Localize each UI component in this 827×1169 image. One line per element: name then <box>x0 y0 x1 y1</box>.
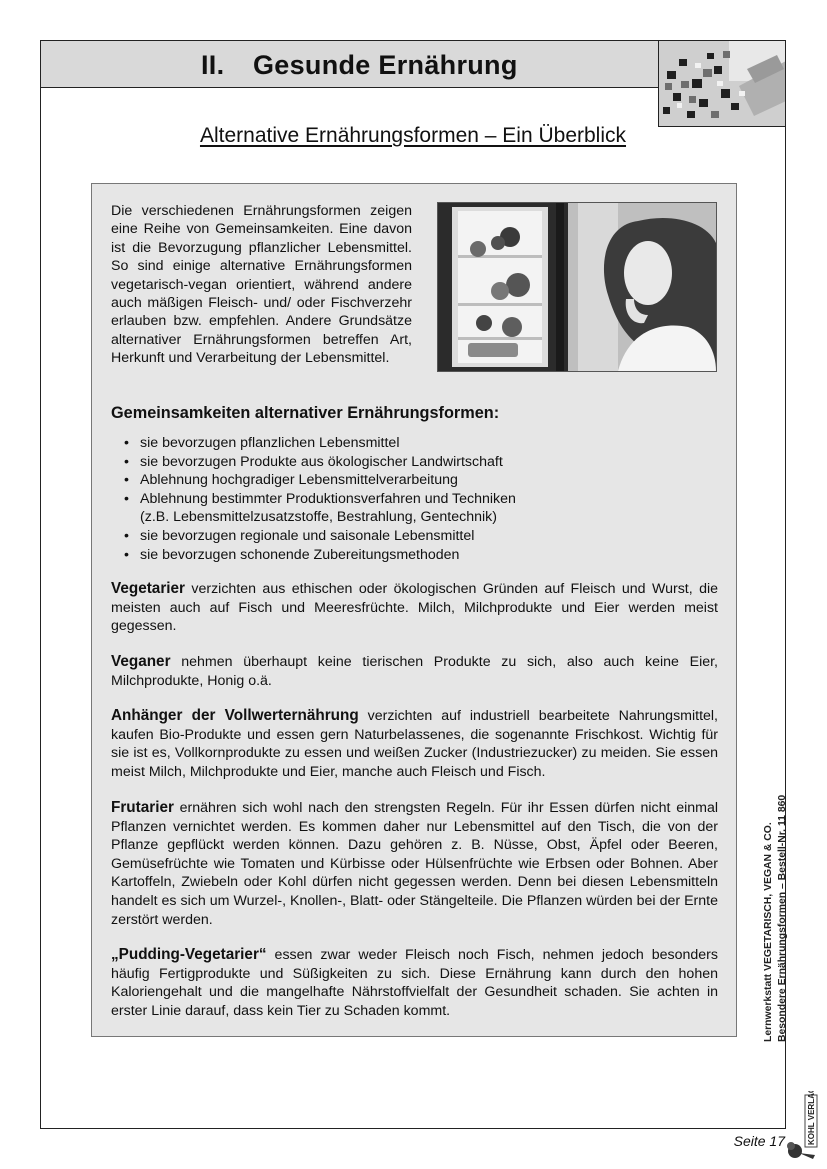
chapter-header <box>41 41 658 88</box>
chapter-title-text: Gesunde Ernährung <box>253 50 518 80</box>
term-pudding-vegetarier: „Pudding-Vegetarier“ <box>111 946 267 963</box>
intro-paragraph: Die verschiedenen Ernährungsformen zeigen eine Reihe von Gemeinsamkeiten. Eine davon ist die Bevorzugung pflanzlicher Lebensmittel. So sind einige alternative Ernährungsformen vegetarisch-vegan orientiert, während andere auch mäßigen Fleisch- und/ oder Fischverzehr erlauben bzw. empfehlen. Andere Grundsätze alternativer Ernährungsformen betreffen Art, Herkunft und Verarbeitung der Lebensmittel. <box>111 203 412 367</box>
section-veganer <box>111 653 718 690</box>
side-imprint-line1: Lernwerkstatt VEGETARISCH, VEGAN & CO. <box>763 822 774 1042</box>
common-heading: Gemeinsamkeiten alternativer Ernährungsformen: <box>111 404 500 422</box>
side-imprint <box>762 794 798 1042</box>
page-subtitle <box>41 124 785 148</box>
text-vollwert: verzichten auf industriell bearbeitete Nahrungsmittel, kaufen Bio-Produkte und essen gern Naturbelassenes, die sogenannte Frischkost. Wichtig für sie ist es, Vollkornprodukte zu essen und weißen Zucker (Industriezucker) zu meiden. Sie essen meist Milch, Milchprodukte und Eier, manche auch Fleisch und Fisch. <box>111 708 719 780</box>
content-box <box>91 183 737 1037</box>
section-pudding-vegetarier <box>111 946 718 1020</box>
term-vollwert: Anhänger der Vollwerternährung <box>111 707 359 724</box>
list-item: • sie bevorzugen regionale und saisonale Lebensmittel <box>124 527 724 546</box>
text-frutarier: ernähren sich wohl nach den strengsten Regeln. Für ihr Essen dürfen nicht einmal Pflanzen vernichtet werden. Es kommen daher nur Lebensmittel auf den Tisch, die von der Pflanze gepflückt werden können. Dazu gehören z. B. Nüsse, Obst, Äpfel oder Beeren, Gemüsefrüchte wie Tomaten und Kürbisse oder Hülsenfrüchte wie Erbsen oder Bohnen. Aber Kartoffeln, Zwiebeln oder Kohl dürfen nicht gegessen werden. Denn bei diesen Lebensmitteln handelt es sich um Wurzel-, Knollen-, Blatt- oder Stängelteile. Die Pflanzen würden bei der Ernte zerstört werden. <box>111 800 718 928</box>
term-vegetarier: Vegetarier <box>111 580 185 597</box>
publisher-logo <box>785 1091 819 1161</box>
page-number: Seite 17 <box>733 1133 785 1149</box>
list-item: • Ablehnung bestimmter Produktionsverfahren und Techniken <box>124 490 724 509</box>
list-item: • sie bevorzugen schonende Zubereitungsmethoden <box>124 546 724 565</box>
side-imprint-line2: Besondere Ernährungsformen – Bestell-Nr. 11 860 <box>777 794 788 1042</box>
subtitle-text: Alternative Ernährungsformen – Ein Überblick <box>199 124 627 147</box>
text-vegetarier: verzichten aus ethischen oder ökologischen Gründen auf Fleisch und Wurst, die meisten auch auf Fisch und Meeresfrüchte. Milch, Milchprodukte und Eier werden meist gegessen. <box>111 581 718 635</box>
text-pudding-vegetarier: essen zwar weder Fleisch noch Fisch, nehmen jedoch besonders häufig Fertigprodukte und Süßigkeiten zu sich. Diese Ernährung kann durch den hohen Kaloriengehalt und die mangelhafte Nährstoffvielfalt der Gesundheit schaden. Sie achten in erster Linie darauf, dass kein Tier zu Schaden kommt. <box>111 947 718 1019</box>
text-veganer: nehmen überhaupt keine tierischen Produkte zu sich, also auch keine Eier, Milchprodukte, Honig o.ä. <box>111 654 718 689</box>
section-frutarier <box>111 799 718 929</box>
header-photo-vegetables <box>658 41 785 127</box>
term-frutarier: Frutarier <box>111 799 174 816</box>
chapter-title <box>201 50 518 81</box>
publisher-logo-text: KOHL VERLAG <box>807 1091 816 1145</box>
list-item: • sie bevorzugen pflanzlichen Lebensmittel <box>124 434 724 453</box>
section-vollwert <box>111 707 718 781</box>
term-veganer: Veganer <box>111 653 171 670</box>
list-item: • sie bevorzugen Produkte aus ökologischer Landwirtschaft <box>124 453 724 472</box>
list-item-continuation: (z.B. Lebensmittelzusatzstoffe, Bestrahlung, Gentechnik) <box>140 509 497 526</box>
photo-woman-at-fridge <box>437 202 717 372</box>
section-vegetarier <box>111 580 718 636</box>
common-list <box>124 434 724 564</box>
chapter-number: II. <box>201 50 225 80</box>
list-item: • Ablehnung hochgradiger Lebensmittelverarbeitung <box>124 471 724 490</box>
